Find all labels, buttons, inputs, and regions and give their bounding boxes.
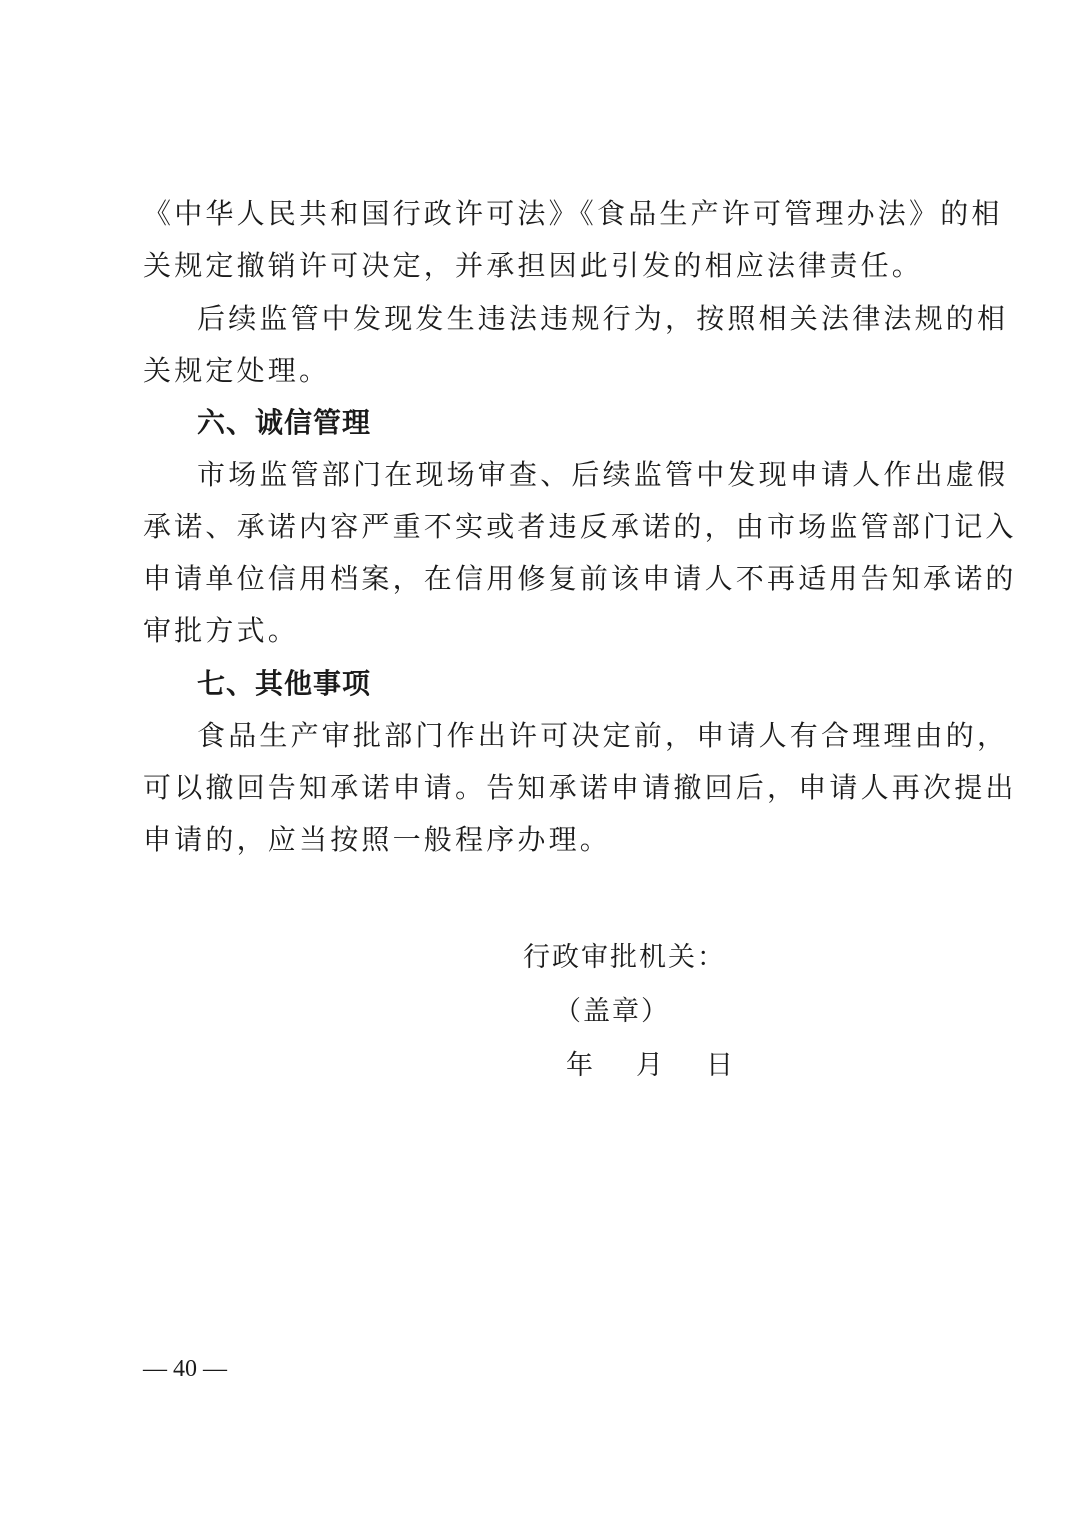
body-text-line: 可以撤回告知承诺申请。告知承诺申请撤回后，申请人再次提出 [143, 771, 1017, 804]
body-text-line: 承诺、承诺内容严重不实或者违反承诺的，由市场监管部门记入 [143, 510, 1017, 543]
body-text-line: 申请的，应当按照一般程序办理。 [143, 823, 612, 856]
body-text-line: 关规定撤销许可决定，并承担因此引发的相应法律责任。 [143, 249, 924, 282]
paragraph-start-line: 食品生产审批部门作出许可决定前，申请人有合理理由的， [197, 719, 1009, 752]
paragraph-start-line: 后续监管中发现发生违法违规行为，按照相关法律法规的相 [197, 302, 1009, 335]
section-heading-integrity: 六、诚信管理 [197, 406, 372, 439]
page-number: — 40 — [143, 1356, 227, 1382]
seal-label: （盖章） [554, 996, 670, 1027]
body-text-line: 申请单位信用档案，在信用修复前该申请人不再适用告知承诺的 [143, 562, 1017, 595]
approval-authority-label: 行政审批机关： [523, 942, 726, 973]
body-text-line: 审批方式。 [143, 614, 300, 647]
body-text-line: 关规定处理。 [143, 354, 331, 387]
section-heading-other: 七、其他事项 [197, 667, 372, 700]
body-text-line: 《中华人民共和国行政许可法》《食品生产许可管理办法》的相 [143, 197, 1003, 230]
date-label: 年 月 日 [566, 1050, 741, 1081]
paragraph-start-line: 市场监管部门在现场审查、后续监管中发现申请人作出虚假 [197, 458, 1009, 491]
